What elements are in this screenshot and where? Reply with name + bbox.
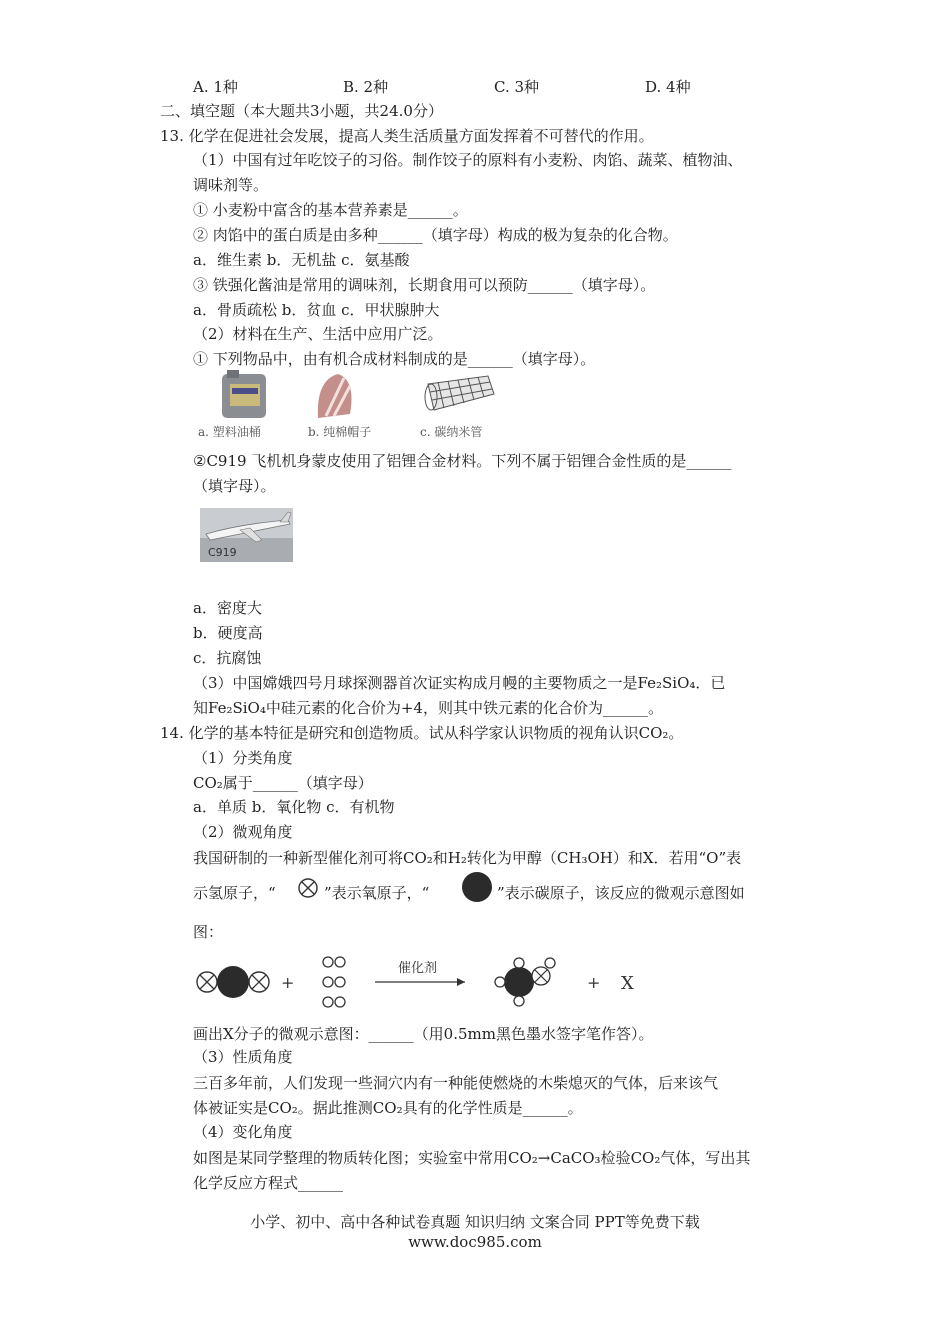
image-caption-a: a. 塑料油桶 <box>198 425 261 439</box>
q13-item1: ① 小麦粉中富含的基本营养素是______。 <box>193 201 468 219</box>
cotton-cap-icon <box>318 374 352 418</box>
option-c: C. 3种 <box>494 78 540 96</box>
q13-part1-b: 调味剂等。 <box>193 176 269 194</box>
q13-option-b: b．硬度高 <box>193 624 263 642</box>
q13-part2-item1: ① 下列物品中，由有机合成材料制成的是______（填字母）。 <box>193 350 596 368</box>
section-title: 二、填空题（本大题共3小题，共24.0分） <box>160 102 443 120</box>
q13-item2-options: a．维生素 b．无机盐 c．氨基酸 <box>193 251 410 269</box>
q13-part3-b: 知Fe₂SiO₄中硅元素的化合价为+4，则其中铁元素的化合价为______。 <box>193 699 663 717</box>
image-caption-c: c. 碳纳米管 <box>420 425 483 439</box>
q14-section4: （4）变化角度 <box>193 1123 293 1141</box>
q13-part2: （2）材料在生产、生活中应用广泛。 <box>193 325 443 343</box>
q14-section2-d: 画出X分子的微观示意图：______（用0.5mm黑色墨水签字笔作答）。 <box>193 1025 654 1043</box>
materials-images <box>198 370 498 422</box>
reaction-diagram <box>193 950 653 1014</box>
option-a: A. 1种 <box>193 78 238 96</box>
option-b: B. 2种 <box>343 78 389 96</box>
product-x: X <box>621 973 634 994</box>
q14-section1-options: a．单质 b．氧化物 c．有机物 <box>193 798 395 816</box>
q14-section3-a: 三百多年前，人们发现一些洞穴内有一种能使燃烧的木柴熄灭的气体，后来该气 <box>193 1074 719 1092</box>
q13-part2-item2-b: （填字母）。 <box>193 477 276 495</box>
hydrogen-molecules-icon <box>323 957 345 1007</box>
q13-item3: ③ 铁强化酱油是常用的调味剂，长期食用可以预防______（填字母）。 <box>193 276 656 294</box>
plus-sign-1: + <box>281 973 295 992</box>
q13-part3-a: （3）中国嫦娥四号月球探测器首次证实构成月幔的主要物质之一是Fe₂SiO₄．已 <box>193 674 726 692</box>
q14-section2: （2）微观角度 <box>193 823 293 841</box>
q14-section2-b-part3: ”表示碳原子，该反应的微观示意图如 <box>497 884 745 902</box>
q14-section4-a: 如图是某同学整理的物质转化图；实验室中常用CO₂→CaCO₃检验CO₂气体，写出其 <box>193 1149 751 1167</box>
q14-section3-b: 体被证实是CO₂。据此推测CO₂具有的化学性质是______。 <box>193 1099 583 1117</box>
footer-url[interactable]: www.doc985.com <box>408 1233 542 1251</box>
q13-stem: 13. 化学在促进社会发展，提高人类生活质量方面发挥着不可替代的作用。 <box>160 127 654 145</box>
option-d: D. 4种 <box>645 78 691 96</box>
plus-sign-2: + <box>587 973 601 992</box>
q13-part1-a: （1）中国有过年吃饺子的习俗。制作饺子的原料有小麦粉、肉馅、蔬菜、植物油、 <box>193 151 743 169</box>
footer-line1: 小学、初中、高中各种试卷真题 知识归纳 文案合同 PPT等免费下载 <box>250 1213 700 1231</box>
q14-stem: 14. 化学的基本特征是研究和创造物质。试从科学家认识物质的视角认识CO₂。 <box>160 724 684 742</box>
q14-section1: （1）分类角度 <box>193 749 293 767</box>
arrow-icon <box>457 978 465 986</box>
carbon-atom-icon <box>460 870 494 904</box>
carbon-nanotube-icon <box>425 376 494 410</box>
methanol-molecule-icon <box>495 958 555 1006</box>
co2-molecule-icon <box>197 966 269 998</box>
q13-option-a: a．密度大 <box>193 599 262 617</box>
q13-option-c: c．抗腐蚀 <box>193 649 262 667</box>
q14-section4-b: 化学反应方程式______ <box>193 1174 344 1192</box>
q14-section3: （3）性质角度 <box>193 1048 293 1066</box>
oil-drum-icon <box>222 370 266 418</box>
c919-plane-image <box>200 508 293 562</box>
q13-item2: ② 肉馅中的蛋白质是由多种______（填字母）构成的极为复杂的化合物。 <box>193 226 678 244</box>
q14-section1-question: CO₂属于______（填字母） <box>193 774 373 792</box>
oxygen-atom-icon <box>296 876 320 900</box>
q13-item3-options: a．骨质疏松 b．贫血 c．甲状腺肿大 <box>193 301 440 319</box>
q14-section2-b-part1: 示氢原子，“ <box>193 884 276 902</box>
q13-part2-item2-a: ②C919 飞机机身蒙皮使用了铝锂合金材料。下列不属于铝锂合金性质的是______ <box>193 452 732 470</box>
catalyst-label: 催化剂 <box>398 961 438 976</box>
plane-label: C919 <box>208 546 237 559</box>
q14-section2-a: 我国研制的一种新型催化剂可将CO₂和H₂转化为甲醇（CH₃OH）和X．若用“O”表 <box>193 849 742 867</box>
image-caption-b: b. 纯棉帽子 <box>308 425 372 439</box>
q14-section2-b-part2: ”表示氧原子，“ <box>324 884 430 902</box>
q14-section2-c: 图： <box>193 923 224 941</box>
